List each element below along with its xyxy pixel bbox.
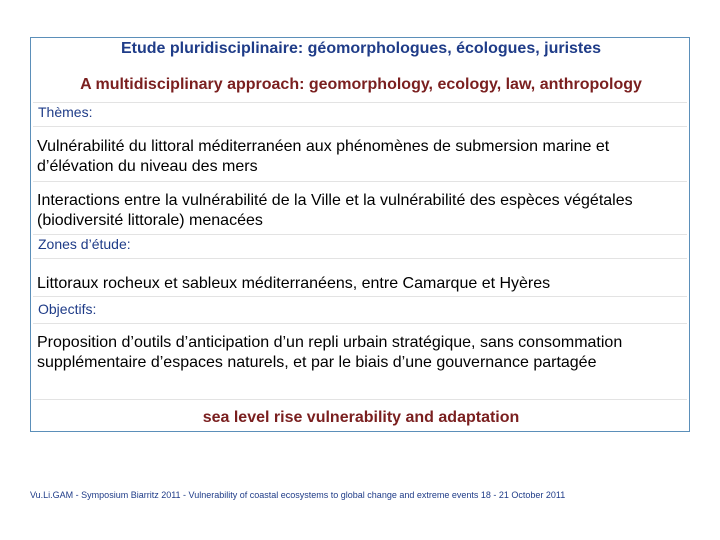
objectifs-text: Proposition d’outils d’anticipation d’un repli urbain stratégique, sans consommation supplémentaire d’espaces naturels, et par le biais d’une gouvernance partagée	[37, 334, 623, 371]
theme-2-text: Interactions entre la vulnérabilité de la Ville et la vulnérabilité des espèces végétales (biodiversité littorale) menacées	[37, 192, 633, 229]
divider	[33, 102, 687, 103]
closing-line: sea level rise vulnerability and adaptation	[202, 409, 520, 426]
divider	[33, 234, 687, 235]
title-english: A multidisciplinary approach: geomorphology, ecology, law, anthropology	[80, 76, 642, 93]
divider	[33, 296, 687, 297]
divider	[33, 399, 687, 400]
divider	[33, 323, 687, 324]
content-box	[30, 37, 690, 432]
title-french: Etude pluridisciplinaire: géomorphologues, écologues, juristes	[120, 40, 602, 57]
themes-label: Thèmes:	[38, 104, 93, 120]
theme-1-text: Vulnérabilité du littoral méditerranéen aux phénomènes de submersion marine et d’élévation du niveau des mers	[37, 138, 610, 175]
zones-label: Zones d’étude:	[38, 236, 131, 252]
divider	[33, 126, 687, 127]
zones-text: Littoraux rocheux et sableux méditerranéens, entre Camarque et Hyères	[37, 275, 551, 292]
divider	[33, 181, 687, 182]
objectifs-label: Objectifs:	[38, 301, 97, 317]
divider	[33, 258, 687, 259]
footer-text: Vu.Li.GAM - Symposium Biarritz 2011 - Vulnerability of coastal ecosystems to global change and extreme events 18 - 21 October 2011	[30, 490, 566, 500]
